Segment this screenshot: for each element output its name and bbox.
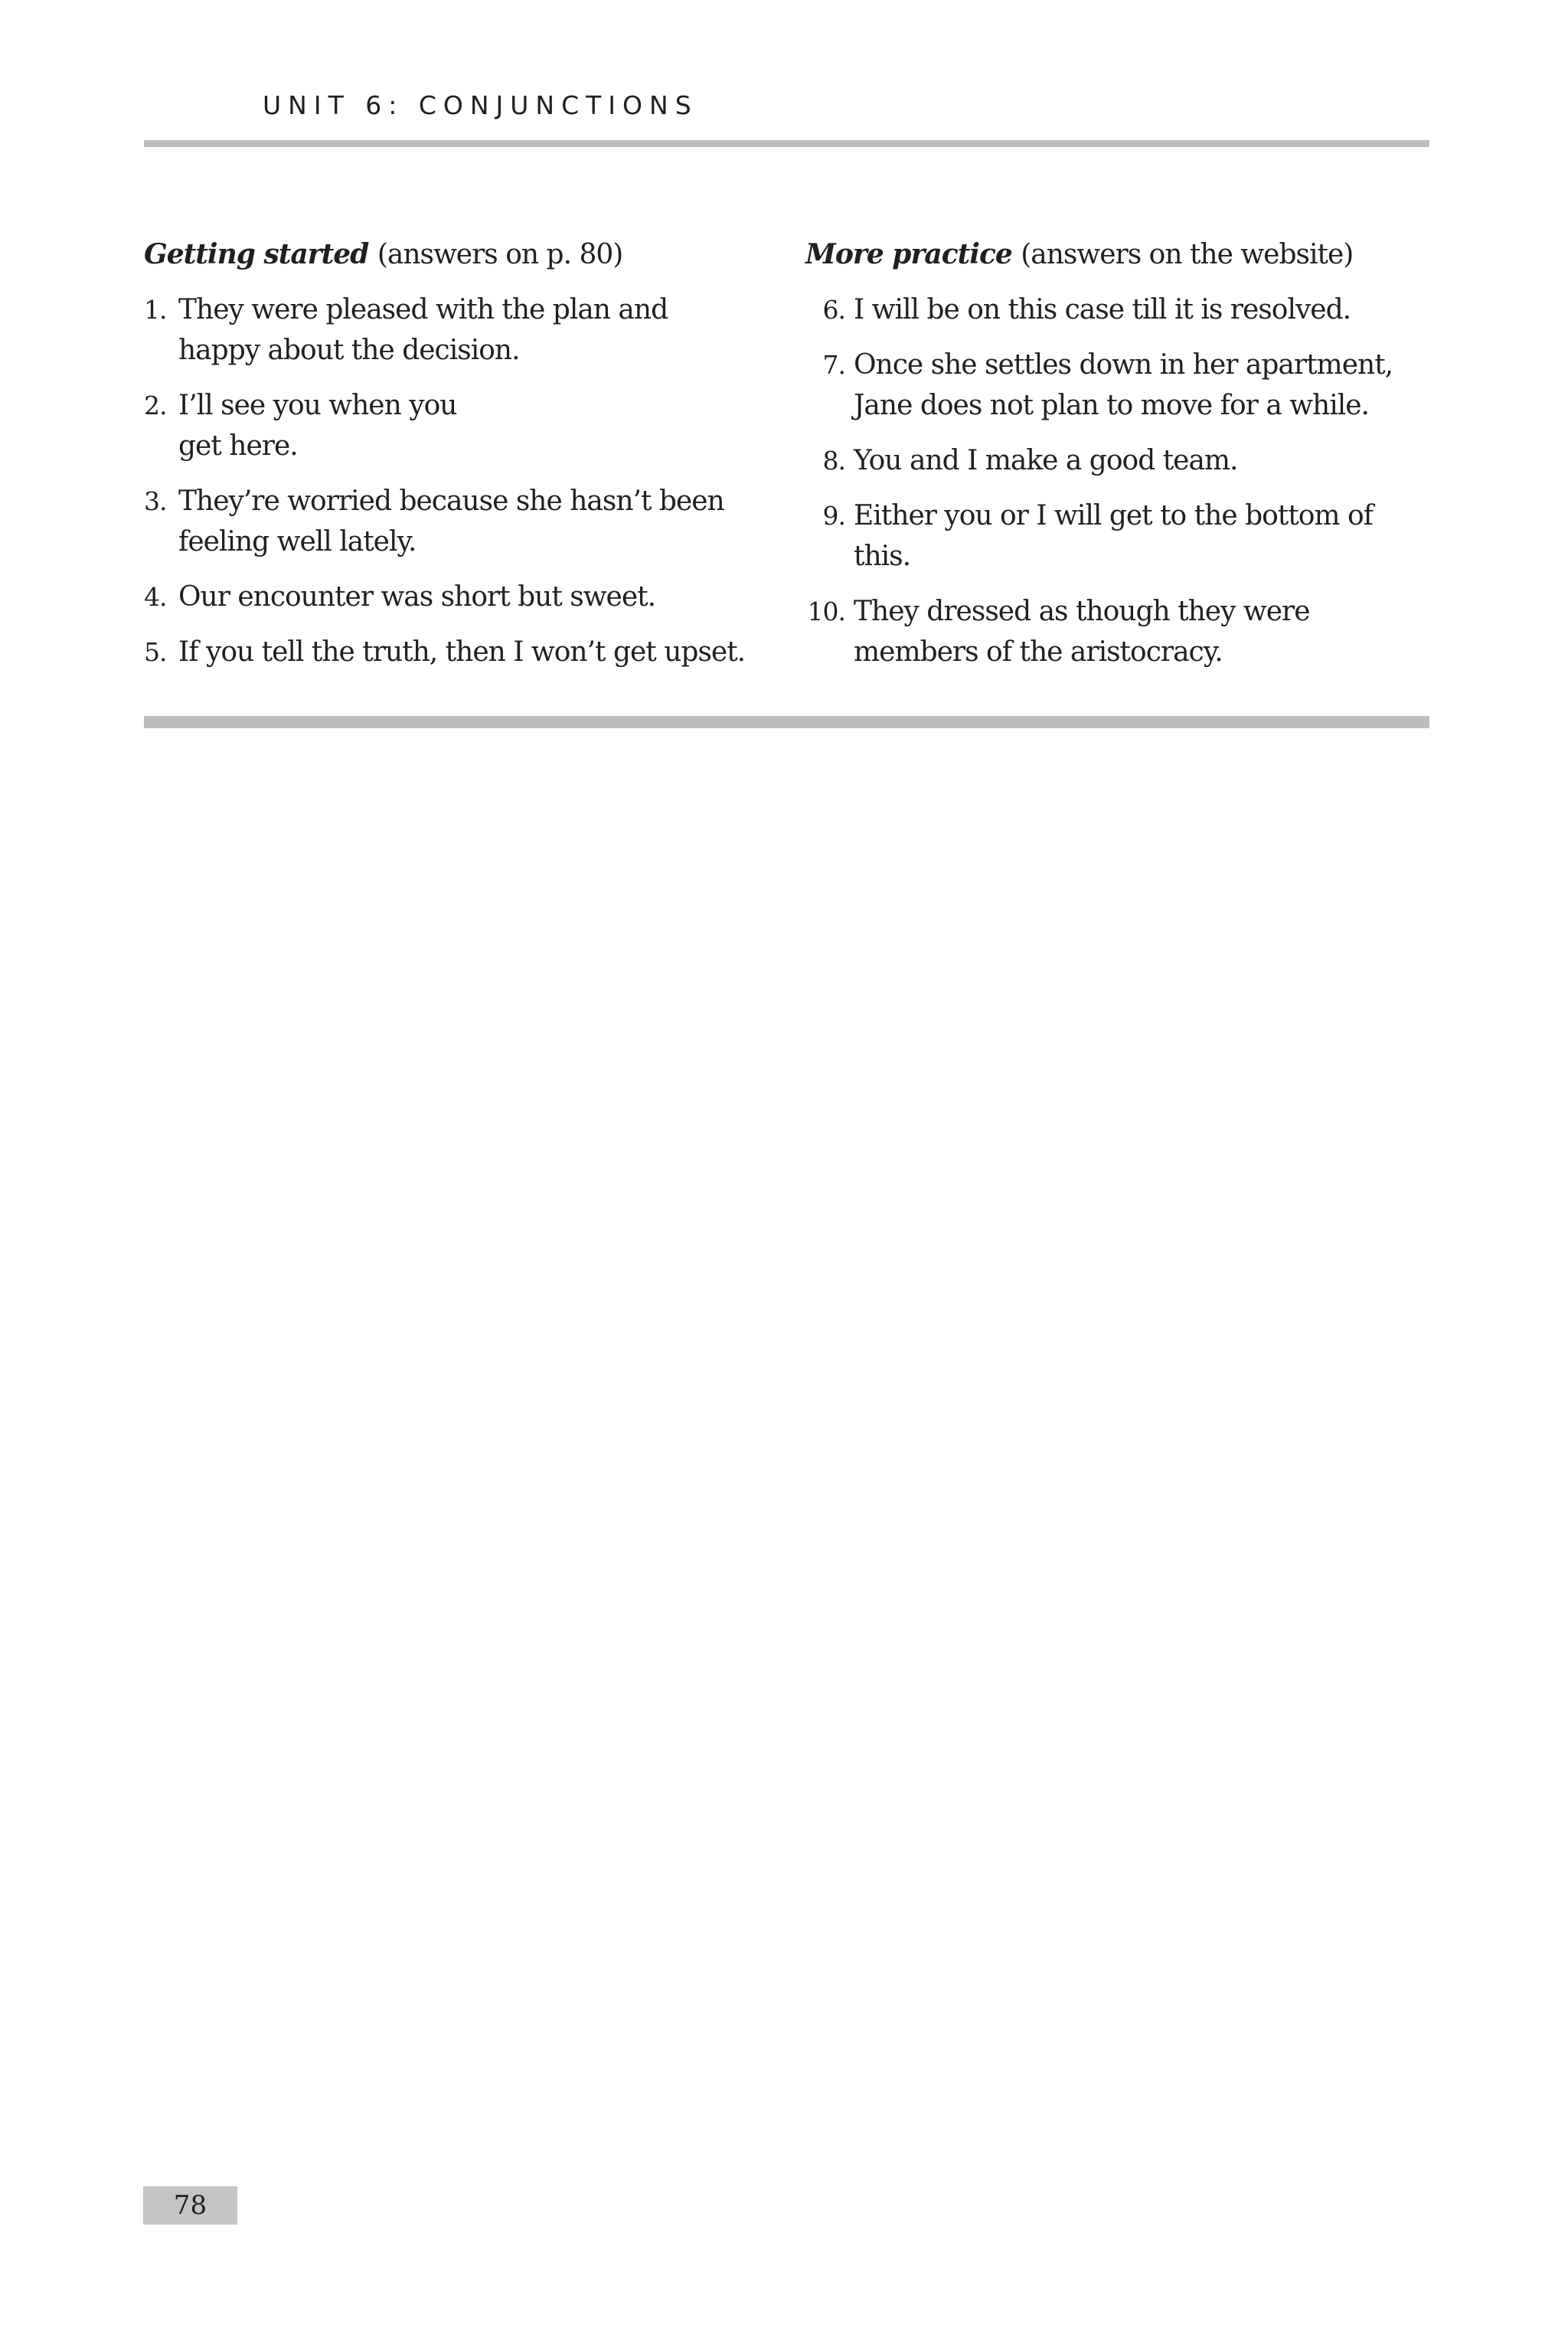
- item-number: 6.: [822, 295, 845, 325]
- item-text: I’ll see you when you get here.: [178, 390, 457, 462]
- item-text: They dressed as though they were members of the aristocracy.: [854, 596, 1310, 668]
- page-number: 78: [173, 2190, 207, 2221]
- running-head: UNIT 6: CONJUNCTIONS: [263, 90, 698, 120]
- item-number: 7.: [822, 350, 845, 380]
- answers-note: (answers on the website): [1021, 239, 1354, 270]
- page-number-box: [143, 2186, 237, 2225]
- item-number: 9.: [822, 501, 845, 531]
- item-text: Either you or I will get to the bottom of this.: [854, 500, 1373, 572]
- exercise-item: [144, 481, 756, 562]
- section-heading: [144, 234, 756, 275]
- exercise-item: [144, 577, 756, 617]
- exercise-item: [144, 385, 756, 466]
- item-text: Our encounter was short but sweet.: [178, 581, 656, 613]
- item-text: I will be on this case till it is resolved.: [854, 294, 1351, 325]
- exercise-column-more-practice: [805, 234, 1429, 687]
- top-rule: [144, 140, 1429, 147]
- exercise-item: [805, 440, 1429, 481]
- exercise-item: [805, 591, 1429, 672]
- exercise-item: [805, 495, 1429, 577]
- item-text: If you tell the truth, then I won’t get upset.: [178, 636, 746, 668]
- bottom-rule: [144, 716, 1429, 728]
- item-text: They were pleased with the plan and happy about the decision.: [178, 294, 668, 366]
- item-number: 8.: [822, 446, 845, 476]
- exercise-column-getting-started: [144, 234, 756, 687]
- item-number: 5.: [144, 637, 167, 667]
- item-text: You and I make a good team.: [854, 445, 1238, 476]
- exercise-item: [144, 632, 756, 672]
- exercise-item: [805, 345, 1429, 426]
- section-heading: [805, 234, 1429, 275]
- item-number: 2.: [144, 391, 167, 420]
- answers-note: (answers on p. 80): [377, 239, 623, 270]
- exercise-item: [805, 289, 1429, 330]
- item-text: Once she settles down in her apartment, Jane does not plan to move for a while.: [854, 349, 1393, 421]
- section-title: Getting started: [144, 238, 369, 270]
- item-number: 10.: [807, 597, 845, 626]
- section-title: More practice: [805, 238, 1012, 270]
- item-text: They’re worried because she hasn’t been feeling well lately.: [178, 486, 724, 557]
- exercise-item: [144, 289, 756, 371]
- item-number: 4.: [144, 582, 167, 612]
- item-number: 3.: [144, 486, 167, 516]
- item-number: 1.: [144, 295, 167, 325]
